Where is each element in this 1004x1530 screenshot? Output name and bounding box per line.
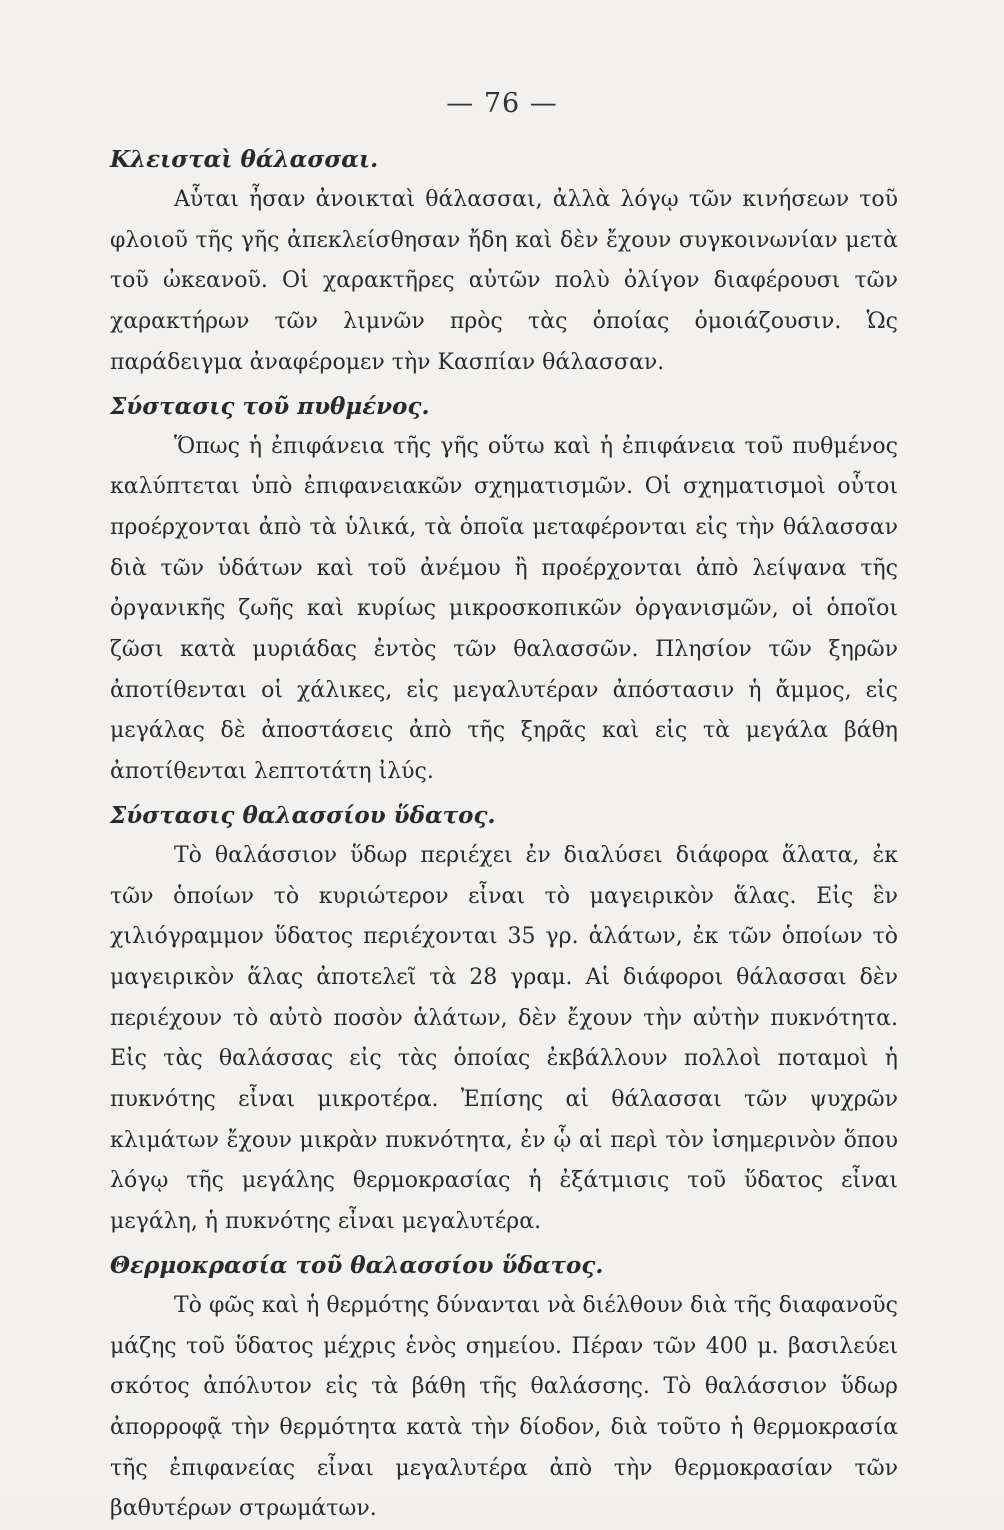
section-paragraph: Αὗται ἦσαν ἀνοικταὶ θάλασσαι, ἀλλὰ λόγῳ τῶν κινήσεων τοῦ φλοιοῦ τῆς γῆς ἀπεκλείσθησαν ἤδη καὶ δὲν ἔχουν συγκοινωνίαν μετὰ τοῦ ὠκεανοῦ. Οἱ χαρακτῆρες αὐτῶν πολὺ ὀλίγον διαφέρουσι τῶν χαρακτήρων τῶν λιμνῶν πρὸς τὰς ὁποίας ὁμοιάζουσιν. Ὡς παράδειγμα ἀναφέρομεν τὴν Κασπίαν θάλασσαν. xyxy=(110,187,898,375)
section-paragraph: Τὸ φῶς καὶ ἡ θερμότης δύνανται νὰ διέλθουν διὰ τῆς διαφανοῦς μάζης τοῦ ὕδατος μέχρις ἑνὸς σημείου. Πέραν τῶν 400 μ. βασιλεύει σκότος ἀπόλυτον εἰς τὰ βάθη τῆς θαλάσσης. Τὸ θαλάσσιον ὕδωρ ἀπορροφᾷ τὴν θερμότητα κατὰ τὴν δίοδον, διὰ τοῦτο ἡ θερμοκρασία τῆς ἐπιφανείας εἶναι μεγαλυτέρα ἀπὸ τὴν θερμοκρασίαν τῶν βαθυτέρων στρωμάτων. xyxy=(110,1292,898,1522)
section-heading: Θερμοκρασία τοῦ θαλασσίου ὕδατος. xyxy=(110,1251,604,1279)
section-heading: Σύστασις θαλασσίου ὕδατος. xyxy=(110,801,496,829)
section-paragraph: Ὅπως ἡ ἐπιφάνεια τῆς γῆς οὕτω καὶ ἡ ἐπιφάνεια τοῦ πυθμένος καλύπτεται ὑπὸ ἐπιφανειακῶν σχηματισμῶν. Οἱ σχηματισμοὶ οὗτοι προέρχονται ἀπὸ τὰ ὑλικά, τὰ ὁποῖα μεταφέρονται εἰς τὴν θάλασσαν διὰ τῶν ὑδάτων καὶ τοῦ ἀνέμου ἢ προέρχονται ἀπὸ λείψανα τῆς ὀργανικῆς ζωῆς καὶ κυρίως μικροσκοπικῶν ὀργανισμῶν, οἱ ὁποῖοι ζῶσι κατὰ μυριάδας ἐντὸς τῶν θαλασσῶν. Πλησίον τῶν ξηρῶν ἀποτίθενται οἱ χάλικες, εἰς μεγαλυτέραν ἀπόστασιν ἡ ἄμμος, εἰς μεγάλας δὲ ἀποστάσεις ἀπὸ τῆς ξηρᾶς καὶ εἰς τὰ μεγάλα βάθη ἀποτίθενται λεπτοτάτη ἰλύς. xyxy=(110,433,898,785)
page-body xyxy=(110,140,898,1530)
section-paragraph: Τὸ θαλάσσιον ὕδωρ περιέχει ἐν διαλύσει διάφορα ἅλατα, ἐκ τῶν ὁποίων τὸ κυριώτερον εἶναι τὸ μαγειρικὸν ἅλας. Εἰς ἓν χιλιόγραμμον ὕδατος περιέχονται 35 γρ. ἁλάτων, ἐκ τῶν ὁποίων τὸ μαγειρικὸν ἅλας ἀποτελεῖ τὰ 28 γραμ. Αἱ διάφοροι θάλασσαι δὲν περιέχουν τὸ αὐτὸ ποσὸν ἁλάτων, δὲν ἔχουν τὴν αὐτὴν πυκνότητα. Εἰς τὰς θαλάσσας εἰς τὰς ὁποίας ἐκβάλλουν πολλοὶ ποταμοὶ ἡ πυκνότης εἶναι μικροτέρα. Ἐπίσης αἱ θάλασσαι τῶν ψυχρῶν κλιμάτων ἔχουν μικρὰν πυκνότητα, ἐν ᾧ αἱ περὶ τὸν ἰσημερινὸν ὅπου λόγῳ τῆς μεγάλης θερμοκρασίας ἡ ἐξάτμισις τοῦ ὕδατος εἶναι μεγάλη, ἡ πυκνότης εἶναι μεγαλυτέρα. xyxy=(110,842,898,1235)
section-seawater-composition xyxy=(110,796,898,1243)
section-closed-seas xyxy=(110,140,898,384)
section-seabed-composition xyxy=(110,387,898,793)
page-number: — 76 — xyxy=(446,88,558,119)
section-seawater-temperature xyxy=(110,1246,898,1530)
section-heading: Κλεισταὶ θάλασσαι. xyxy=(110,146,379,173)
section-heading: Σύστασις τοῦ πυθμένος. xyxy=(110,392,430,420)
